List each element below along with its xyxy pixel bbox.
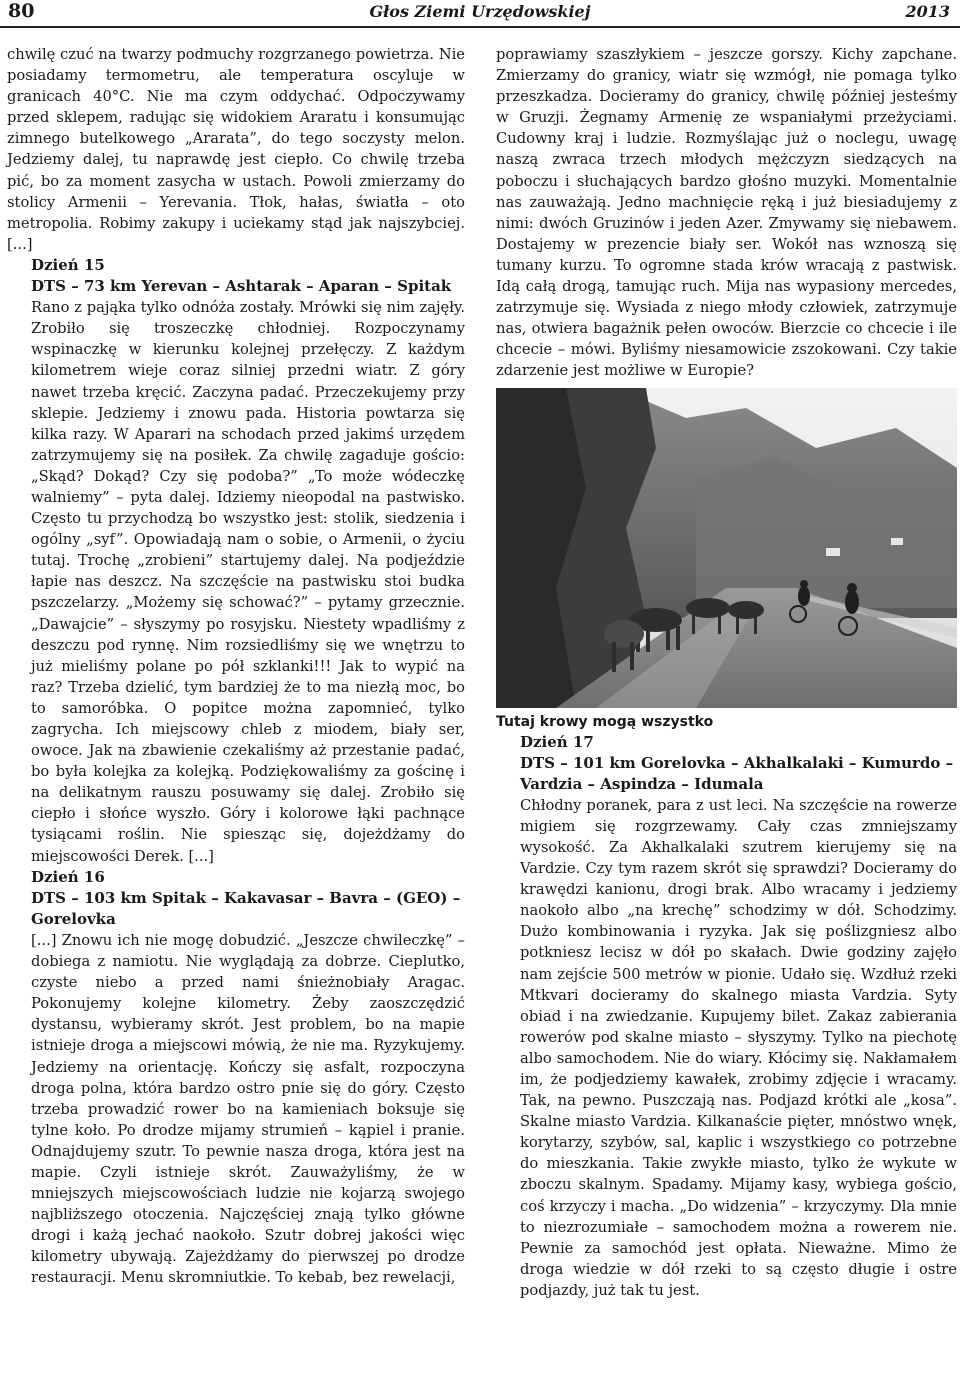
right-column — [496, 44, 957, 1301]
page-number: 80 — [8, 0, 35, 22]
paragraph: chwilę czuć na twarzy podmuchy rozgrzanego powietrza. Nie posiadamy termometru, ale temperatura oscyluje w granicach 40°C. Nie ma czym oddychać. Odpoczywamy przed sklepem, radując się widokiem Araratu i konsumując zimnego butelkowego „Ararata”, do tego soczysty melon. Jedziemy dalej, tu naprawdę jest ciepło. Co chwilę trzeba pić, bo za moment zasycha w ustach. Powoli zmierzamy do stolicy Armenii – Yerevania. Tłok, hałas, światła – oto metropolia. Robimy zakupy i uciekamy stąd jak najszybciej. [...] — [7, 46, 465, 253]
paragraph: Rano z pająka tylko odnóża zostały. Mrówki się nim zajęły. Zrobiło się troszeczkę chłodniej. Rozpoczynamy wspinaczkę w kierunku kolejnej przełęczy. Z każdym kilometrem wieje coraz silniej przedni wiatr. Z góry nawet trzeba kręcić. Zaczyna padać. Przeczekujemy przy sklepie. Jedziemy i znowu pada. Historia powtarza się kilka razy. W Aparari na schodach przed jakimś urzędem zatrzymujemy się na posiłek. Za chwilę zagaduje gościo: „Skąd? Dokąd? Czy się podoba?” „To może wódeczkę walniemy” – pyta dalej. Idziemy nieopodal na pastwisko. Często tu przychodzą bo wszystko jest: stolik, siedzenia i ogólny „syf”. Opowiadają nam o sobie, o Armenii, o życiu tutaj. Trochę „zrobieni” startujemy dalej. Na podjeździe łapie nas deszcz. Na szczęście na pastwisku stoi budka pszczelarzy. „Możemy się schować?” – pytamy grzecznie. „Dawajcie” – słyszymy po rosyjsku. Niestety wpadliśmy z deszczu pod rynnę. Nim rozsiedliśmy się we wnętrzu to już mieliśmy polane po pół szklanki!!! Jak to wypić na raz? Trzeba dzielić, tym bardziej że to ma niezłą moc, bo to samoróbka. O popitce można zapomnieć, tylko zagrycha. Ich miejscowy chleb z miodem, biały ser, owoce. Jak na zbawienie czekaliśmy aż przestanie padać, bo była kolejka za kolejką. Podziękowaliśmy za gościnę i na delikatnym rauszu posuwamy się dalej. Zrobiło się ciepło i słońce wyszło. Góry i kolorowe łąki pachnące tysiącami roślin. Nie spiesząc się, dojeżdżamy do miejscowości Derek. [...] — [31, 299, 465, 865]
paragraph: [...] Znowu ich nie mogę dobudzić. „Jeszcze chwileczkę” – dobiega z namiotu. Nie wyglądają za dobrze. Cieplutko, czyste niebo a przed nami śnieżnobiały Aragac. Pokonujemy kolejne kilometry. Żeby zaoszczędzić dystansu, wybieramy skrót. Jest problem, bo na mapie istnieje droga a miejscowi mówią, że nie ma. Ryzykujemy. Jedziemy na orientację. Kończy się asfalt, rozpoczyna droga polna, która bardzo ostro pnie się do góry. Często trzeba prowadzić rower bo na kamieniach boksuje się tylne koło. Po drodze mijamy strumień – kąpiel i pranie. Odnajdujemy szutr. To pewnie nasza droga, która jest na mapie. Czyli istnieje skrót. Zauważyliśmy, że w mniejszych miejscowościach ludzie nie kojarzą swojego najbliższego otoczenia. Najczęściej znają tylko główne drogi i każą jechać naokoło. Szutr dobrej jakości więc kilometry ubywają. Zajeżdżamy do pierwszej po drodze restauracji. Menu skromniutkie. To kebab, bez rewelacji, — [31, 931, 465, 1287]
paragraph: poprawiamy szaszłykiem – jeszcze gorszy. Kichy zapchane. Zmierzamy do granicy, wiatr się wzmógł, nie pomaga tylko przeszkadza. Docieramy do granicy, chwilę później jesteśmy w Gruzji. Żegnamy Armenię ze wspaniałymi przeżyciami. Cudowny kraj i ludzie. Rozmyślając już o noclegu, uwagę naszą zwraca trzech młodych mężczyzn siedzących na poboczu i słuchających bardzo głośno muzyki. Momentalnie nas zauważają. Jedno machnięcie ręką i już biesiadujemy z nimi: dwóch Gruzinów i jeden Azer. Zmywamy się niebawem. Dostajemy w prezencie biały ser. Wokół nas wznoszą się tumany kurzu. To ogromne stada krów wracają z pastwisk. Idą całą drogą, tamując ruch. Mija nas wypasiony mercedes, zatrzymuje się. Wysiada z niego młody człowiek, zatrzymuje nas, otwiera bagażnik pełen owoców. Bierzcie co chcecie i ile chcecie – mówi. Byliśmy niesamowicie zszokowani. Czy takie zdarzenie jest możliwe w Europie? — [496, 46, 957, 380]
day-heading: Dzień 16 — [31, 867, 105, 886]
photo-caption: Tutaj krowy mogą wszystko — [496, 713, 714, 730]
route-heading: DTS – 73 km Yerevan – Ashtarak – Aparan – Spitak — [31, 277, 452, 296]
route-heading: DTS – 101 km Gorelovka – Akhalkalaki – Kumurdo – Vardzia – Aspindza – Idumala — [520, 753, 954, 793]
paragraph: Chłodny poranek, para z ust leci. Na szczęście na rowerze migiem się rozgrzewamy. Cały czas zmniejszamy wysokość. Za Akhalkalaki szutrem kierujemy się na Vardzie. Czy tym razem skrót się sprawdzi? Docieramy do krawędzi kanionu, drogi brak. Albo wracamy i jedziemy naokoło albo „na krechę” schodzimy w dół. Schodzimy. Dużo kombinowania i ryzyka. Jak się poślizgniesz albo potkniesz lecisz w dół po skałach. Dwie godziny zajęło nam zejście 500 metrów w pionie. Udało się. Wzdłuż rzeki Mtkvari docieramy do skalnego miasta Vardzia. Syty obiad i na zwiedzanie. Kupujemy bilet. Zakaz zabierania rowerów pod skalne miasto – słyszymy. Tylko na piechotę albo samochodem. Nie do wiary. Kłócimy się. Nakłamałem im, że podjedziemy kawałek, zrobimy zdjęcie i wracamy. Tak, na pewno. Puszczają nas. Podjazd krótki ale „kosa”. Skalne miasto Vardzia. Kilkanaście pięter, mnóstwo wnęk, korytarzy, szybów, sal, kaplic i wszystkiego co potrzebne do mieszkania. Takie zwykłe miasto, tylko że wykute w zboczu skalnym. Spadamy. Mijamy kasy, wybiega gościo, coś krzyczy i macha. „Do widzenia” – krzyczymy. Dla mnie to niezrozumiałe – samochodem można a rowerem nie. Pewnie za samochód jest opłata. Nieważne. Mimo że droga wiedzie w dół rzeki to są często długie i ostre podjazdy, już tak tu jest. — [520, 796, 957, 1299]
header-rule — [0, 26, 960, 28]
day-heading: Dzień 15 — [31, 255, 105, 274]
left-column — [7, 44, 465, 1289]
route-heading: DTS – 103 km Spitak – Kakavasar – Bavra – (GEO) – Gorelovka — [31, 888, 461, 928]
day-heading: Dzień 17 — [520, 732, 594, 751]
page-header — [0, 0, 960, 34]
mountain-road-cows-photo — [496, 388, 957, 708]
publication-title: Głos Ziemi Urzędowskiej — [369, 2, 591, 21]
publication-year: 2013 — [905, 2, 950, 21]
